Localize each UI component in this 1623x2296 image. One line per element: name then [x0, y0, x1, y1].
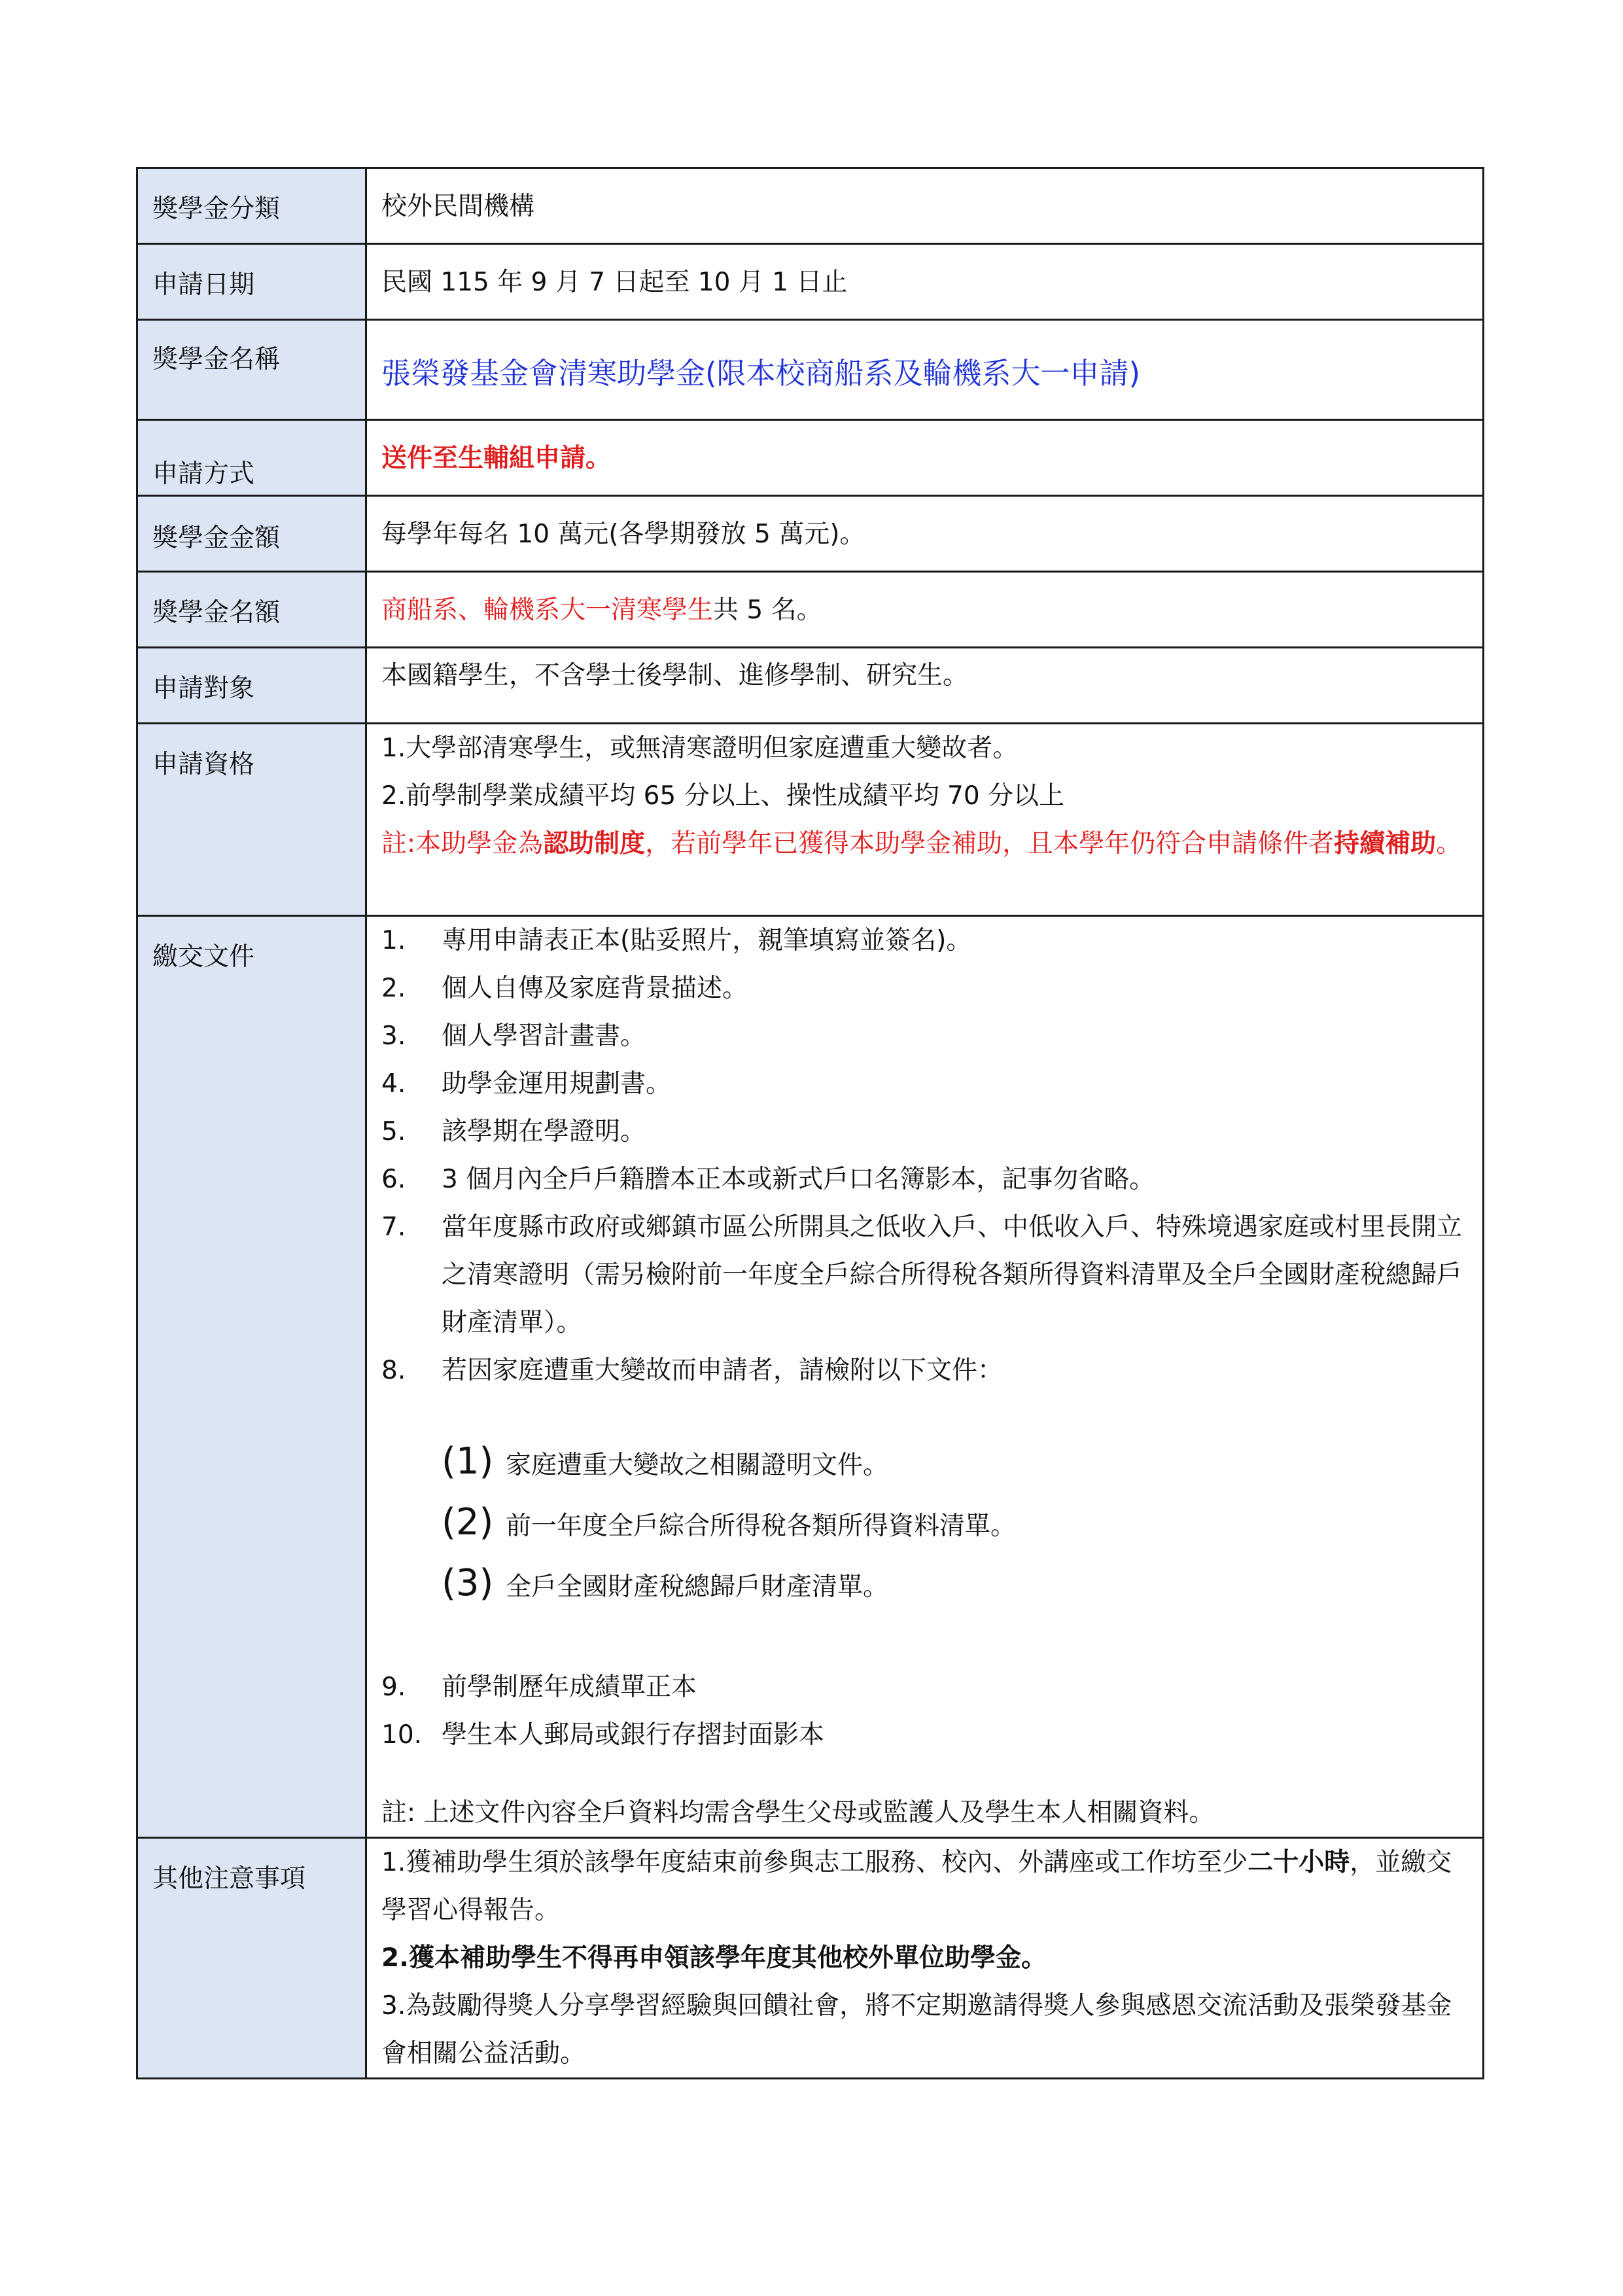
item-text: 專用申請表正本(貼妥照片，親筆填寫並簽名)。 — [442, 926, 972, 955]
sub-item-number: (3) — [442, 1562, 494, 1604]
row-category — [137, 168, 1484, 244]
sub-list-item — [442, 1501, 1467, 1562]
item-text: 學生本人郵局或銀行存摺封面影本 — [442, 1720, 825, 1750]
other-line-3: 3.為鼓勵得獎人分享學習經驗與回饋社會，將不定期邀請得獎人參與感恩交流活動及張榮發基金會相關公益活動。 — [381, 1991, 1452, 2068]
list-item — [381, 1156, 1467, 1203]
item-number: 6. — [381, 1165, 406, 1194]
item-text: 該學期在學證明。 — [442, 1117, 646, 1146]
scholarship-info-table — [136, 167, 1484, 2079]
item-number: 4. — [381, 1069, 406, 1099]
value-category: 校外民間機構 — [366, 168, 1484, 244]
item-text: 當年度縣市政府或鄉鎮市區公所開具之低收入戶、中低收入戶、特殊境遇家庭或村里長開立之清寒證明（需另檢附前一年度全戶綜合所得稅各類所得資料清單及全戶全國財產稅總歸戶財產清單）。 — [442, 1212, 1463, 1337]
list-item — [381, 1711, 1467, 1759]
note-part-d: 持續補助 — [1334, 829, 1437, 858]
label-name: 獎學金名稱 — [137, 320, 366, 420]
sub-list-item — [442, 1562, 1467, 1623]
item-number: 2. — [381, 974, 406, 1003]
list-item — [381, 1347, 1467, 1394]
item-number: 7. — [381, 1212, 406, 1242]
label-method: 申請方式 — [137, 420, 366, 496]
item-number: 10. — [381, 1720, 423, 1750]
row-amount — [137, 496, 1484, 572]
sub-item-text: 前一年度全戶綜合所得稅各類所得資料清單。 — [506, 1511, 1017, 1541]
value-amount: 每學年每名 10 萬元(各學期發放 5 萬元)。 — [366, 496, 1484, 572]
value-other — [366, 1838, 1484, 2079]
label-quota: 獎學金名額 — [137, 572, 366, 648]
note-part-c: ，若前學年已獲得本助學金補助，且本學年仍符合申請條件者 — [645, 829, 1335, 858]
note-part-e: 。 — [1436, 829, 1462, 858]
value-name: 張榮發基金會清寒助學金(限本校商船系及輪機系大一申請) — [381, 356, 1141, 391]
item-number: 5. — [381, 1117, 406, 1146]
item-number: 3. — [381, 1021, 406, 1051]
value-target: 本國籍學生，不含學士後學制、進修學制、研究生。 — [366, 648, 1484, 724]
qualification-note — [381, 820, 1467, 868]
row-method — [137, 420, 1484, 496]
value-qualification — [366, 724, 1484, 916]
label-other: 其他注意事項 — [137, 1838, 366, 2079]
item-number: 8. — [381, 1356, 406, 1385]
value-method: 送件至生輔組申請。 — [381, 444, 612, 473]
item-number: 9. — [381, 1672, 406, 1702]
sub-item-number: (2) — [442, 1501, 494, 1544]
qualification-line-2: 2.前學制學業成績平均 65 分以上、操性成績平均 70 分以上 — [381, 781, 1065, 811]
list-item — [381, 1060, 1467, 1108]
documents-list — [381, 917, 1467, 1394]
label-target: 申請對象 — [137, 648, 366, 724]
other-line-1-c: ，並繳交學習心得報告。 — [381, 1848, 1452, 1925]
item-text: 個人學習計畫書。 — [442, 1021, 646, 1051]
documents-list-continued — [381, 1663, 1467, 1759]
other-line-1-a: 1.獲補助學生須於該學年度結束前參與志工服務、校內、外講座或工作坊至少 — [381, 1848, 1248, 1877]
label-date: 申請日期 — [137, 244, 366, 320]
label-category: 獎學金分類 — [137, 168, 366, 244]
row-date — [137, 244, 1484, 320]
item-text: 若因家庭遭重大變故而申請者，請檢附以下文件： — [442, 1356, 1003, 1385]
row-quota — [137, 572, 1484, 648]
value-date: 民國 115 年 9 月 7 日起至 10 月 1 日止 — [366, 244, 1484, 320]
list-item — [381, 1663, 1467, 1711]
list-item — [381, 917, 1467, 964]
sub-list-item — [442, 1440, 1467, 1501]
note-part-b: 認助制度 — [543, 829, 646, 858]
other-line-1 — [381, 1839, 1467, 1934]
note-part-a: 註:本助學金為 — [381, 829, 544, 858]
value-documents — [366, 916, 1484, 1838]
quota-rest-text: 共 5 名。 — [713, 595, 822, 625]
item-text: 3 個月內全戶戶籍謄本正本或新式戶口名簿影本，記事勿省略。 — [442, 1165, 1155, 1194]
row-name — [137, 320, 1484, 420]
label-qualification: 申請資格 — [137, 724, 366, 916]
documents-note: 註: 上述文件內容全戶資料均需含學生父母或監護人及學生本人相關資料。 — [381, 1798, 1215, 1828]
item-text: 個人自傳及家庭背景描述。 — [442, 974, 748, 1003]
sub-item-text: 全戶全國財產稅總歸戶財產清單。 — [506, 1572, 889, 1602]
other-line-1-b: 二十小時 — [1248, 1848, 1350, 1877]
row-other — [137, 1838, 1484, 2079]
item-number: 1. — [381, 926, 406, 955]
sub-item-text: 家庭遭重大變故之相關證明文件。 — [506, 1451, 889, 1480]
item-text: 助學金運用規劃書。 — [442, 1069, 672, 1099]
row-qualification — [137, 724, 1484, 916]
value-quota — [366, 572, 1484, 648]
list-item — [381, 964, 1467, 1012]
list-item — [381, 1012, 1467, 1060]
quota-red-text: 商船系、輪機系大一清寒學生 — [381, 595, 714, 625]
list-item — [381, 1203, 1467, 1347]
item-text: 前學制歷年成績單正本 — [442, 1672, 697, 1702]
qualification-line-1: 1.大學部清寒學生，或無清寒證明但家庭遭重大變故者。 — [381, 733, 1019, 763]
row-documents — [137, 916, 1484, 1838]
row-target — [137, 648, 1484, 724]
other-line-2: 2.獲本補助學生不得再申領該學年度其他校外單位助學金。 — [381, 1943, 1047, 1973]
list-item — [381, 1108, 1467, 1156]
sub-item-number: (1) — [442, 1440, 494, 1483]
label-amount: 獎學金金額 — [137, 496, 366, 572]
label-documents: 繳交文件 — [137, 916, 366, 1838]
